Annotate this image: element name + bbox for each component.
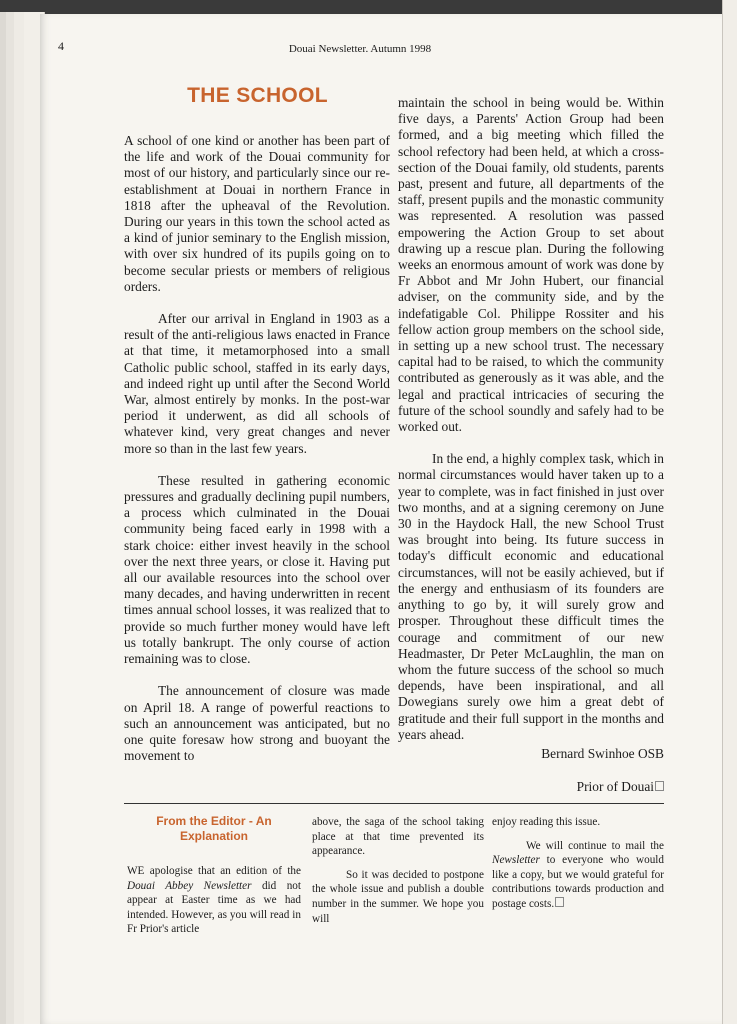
editor-note-paragraph: So it was decided to postpone the whole issue and publish a double number in the summer. We hope you will bbox=[312, 868, 484, 925]
article-right-column bbox=[398, 95, 664, 811]
running-header: Douai Newsletter. Autumn 1998 bbox=[288, 43, 432, 55]
editor-note-title bbox=[127, 814, 301, 844]
editor-note-paragraph bbox=[127, 864, 301, 937]
article-paragraph: After our arrival in England in 1903 as a result of the anti-religious laws enacted in France at that time, it metamorphosed into a small Catholic public school, staffed in its early days, and indeed right up until after the Second World War, almost entirely by monks. In the post-war period it underwent, as did all schools of whatever kind, very great changes and never more so than in the last few years. bbox=[124, 311, 390, 456]
editor-note-paragraph: enjoy reading this issue. bbox=[492, 816, 601, 828]
article-paragraph: These resulted in gathering economic pressures and gradually declining pupil numbers, a process which culminated in the Douai community being faced early in 1998 with a stark choice: either invest heavily in the school over the next three years, or close it. Having put all our available resources into the school over many decades, and having underwritten in recent times annual school losses, it was realized that to provide so much further money would have left us totally bankrupt. The only course of action remaining was to close. bbox=[124, 472, 390, 667]
section-divider bbox=[124, 803, 664, 804]
article-paragraph: The announcement of closure was made on April 18. A range of powerful reactions to such an announcement was anticipated, but no one quite foresaw how strong and buoyant the movement to bbox=[124, 683, 390, 764]
end-mark-icon bbox=[555, 897, 564, 907]
editor-note-title-line1: From the Editor - An bbox=[156, 814, 272, 828]
editor-note-paragraph: above, the saga of the school taking place at that time prevented its appearance. bbox=[312, 816, 484, 858]
page-number: 4 bbox=[58, 39, 64, 53]
editor-note-text: to everyone who would like a copy, but we would grateful for contributions towards production and postage costs. bbox=[492, 854, 664, 910]
article-left-column bbox=[124, 133, 390, 764]
newsletter-name: Newsletter bbox=[492, 854, 540, 867]
signature-name: Bernard Swinhoe OSB bbox=[541, 745, 664, 761]
article-paragraph: A school of one kind or another has been part of the life and work of the Douai community for most of our history, and particularly since our re-establishment at Douai in northern France in 1818 after the upheaval of the Revolution. During our years in this town the school acted as a kind of junior seminary to the English mission, with over six hundred of its pupils going on to become secular priests or members of religious orders. bbox=[124, 133, 390, 294]
editor-note-paragraph bbox=[492, 839, 664, 912]
article-paragraph: maintain the school in being would be. Within five days, a Parents' Action Group had been formed, and a big meeting which filled the school refectory had been held, at which a cross-section of the Douai family, old students, parents past, present and future, all departments of the staff, present pupils and the monastic community was represented. A resolution was passed empowering the Action Group to set about drawing up a rescue plan. During the following weeks an enormous amount of work was done by Fr Abbot and Mr John Hubert, our financial adviser, on the community side, and by the indefatigable Col. Philippe Rossiter and his fellow action group members on the school side, in setting up a new school trust. The necessary capital had to be raised, to which the community contributed as generously as it was able, and the legal and practical intricacies of securing the future of the school soundly and safely had to be worked out. bbox=[398, 95, 664, 435]
editor-note-column-2 bbox=[312, 815, 484, 935]
editor-note-title-line2: Explanation bbox=[179, 829, 248, 843]
editor-note-column-1 bbox=[127, 814, 301, 946]
facing-page-edge bbox=[722, 0, 737, 1024]
editor-note-column-3 bbox=[492, 815, 664, 921]
signature-title: Prior of Douai bbox=[576, 778, 654, 794]
end-mark-icon bbox=[655, 781, 664, 791]
editor-note-text: WE apologise that an edition of the bbox=[127, 865, 301, 877]
article-paragraph: In the end, a highly complex task, which in normal circumstances would haver taken up to a year to complete, was in fact finished in just over two months, and at a signing ceremony on June 30 in the Haydock Hall, the new School Trust was brought into being. Its future success in today's difficult economic and educational circumstances, will not be easily achieved, but if the energy and enthusiasm of its founders are anything to go by, it will surely grow and prosper. Throughout these difficult times the courage and commitment of our new Headmaster, Dr Peter McLaughlin, the man on whom the future success of the school so much depends, have been inspirational, and all Dowegians surely owe him a great debt of gratitude and their full support in the months and years ahead. bbox=[398, 451, 664, 742]
article-title: THE SCHOOL bbox=[187, 84, 328, 107]
newsletter-name: Douai Abbey Newsletter bbox=[127, 879, 252, 892]
editor-note-text: We will continue to mail the bbox=[526, 839, 664, 852]
editor-note-text: did not appear at Easter time as we had intended. However, as you will read in Fr Prior's article bbox=[127, 879, 302, 936]
signature-title-line bbox=[398, 778, 664, 795]
